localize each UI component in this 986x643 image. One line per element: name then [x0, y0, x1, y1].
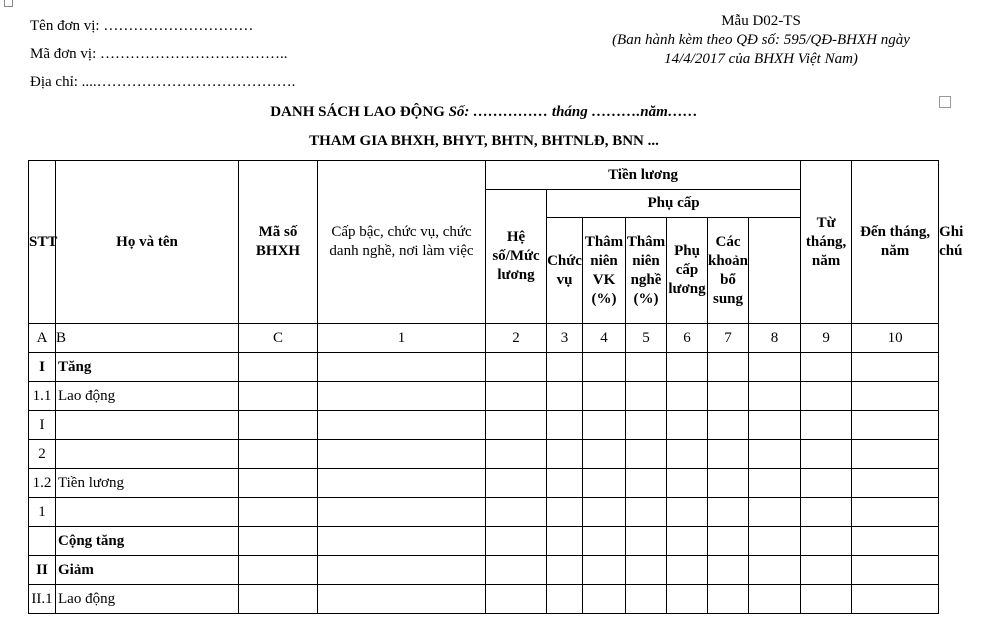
labor-list-table-container — [28, 160, 964, 643]
table-cell[interactable] — [318, 469, 486, 498]
table-cell[interactable] — [318, 382, 486, 411]
col-code-cell: C — [239, 324, 318, 353]
row-name-cell[interactable]: Cộng tăng — [56, 527, 239, 556]
form-info-block — [576, 12, 946, 69]
table-cell[interactable] — [667, 353, 708, 382]
table-cell[interactable] — [626, 527, 667, 556]
col-code-cell: 2 — [486, 324, 547, 353]
table-cell[interactable] — [583, 440, 626, 469]
header-position-text: Cấp bậc, chức vụ, chức danh nghề, nơi làm việc — [329, 224, 474, 259]
table-cell[interactable] — [239, 585, 318, 614]
header-full-name: Họ và tên — [56, 161, 239, 324]
col-code-cell: 9 — [801, 324, 852, 353]
table-cell[interactable] — [318, 585, 486, 614]
header-allowance: Phụ cấp — [547, 190, 801, 218]
table-cell[interactable] — [708, 556, 749, 585]
table-cell[interactable] — [667, 411, 708, 440]
table-cell[interactable] — [486, 498, 547, 527]
table-row — [29, 498, 939, 527]
unit-code-line: Mã đơn vị: ……………………………….. — [30, 46, 288, 62]
table-cell[interactable] — [708, 585, 749, 614]
table-cell[interactable] — [852, 585, 939, 614]
table-cell[interactable] — [486, 527, 547, 556]
table-cell[interactable] — [852, 353, 939, 382]
table-cell[interactable] — [583, 527, 626, 556]
table-cell[interactable] — [626, 585, 667, 614]
row-code-cell[interactable]: I — [29, 353, 56, 382]
row-code-cell[interactable]: II.1 — [29, 585, 56, 614]
row-name-cell[interactable]: Lao động — [56, 382, 239, 411]
table-row — [29, 382, 939, 411]
col-code-cell: 7 — [708, 324, 749, 353]
document-subtitle: THAM GIA BHXH, BHYT, BHTN, BHTNLĐ, BNN ... — [309, 133, 659, 149]
header-stt: STT — [29, 161, 56, 324]
document-title — [0, 104, 968, 121]
table-cell[interactable] — [239, 469, 318, 498]
table-cell[interactable] — [239, 411, 318, 440]
header-position-allowance: Chức vụ — [547, 218, 583, 324]
table-cell[interactable] — [667, 556, 708, 585]
table-row — [29, 440, 939, 469]
table-row — [29, 527, 939, 556]
table-cell[interactable] — [626, 498, 667, 527]
row-name-cell[interactable] — [56, 440, 239, 469]
table-cell[interactable] — [708, 440, 749, 469]
table-cell[interactable] — [852, 498, 939, 527]
col-code-cell: 6 — [667, 324, 708, 353]
table-cell[interactable] — [801, 527, 852, 556]
row-name-cell[interactable] — [56, 411, 239, 440]
table-cell[interactable] — [583, 469, 626, 498]
header-coefficient: Hệ số/Mức lương — [486, 190, 547, 324]
row-name-cell[interactable] — [56, 498, 239, 527]
table-cell[interactable] — [801, 498, 852, 527]
table-cell[interactable] — [801, 382, 852, 411]
table-cell[interactable] — [583, 353, 626, 382]
table-body — [29, 353, 939, 614]
table-cell[interactable] — [547, 585, 583, 614]
table-cell[interactable] — [801, 585, 852, 614]
column-code-row — [29, 324, 939, 353]
table-cell[interactable] — [667, 585, 708, 614]
title-number-date: Số: …………… tháng ……….năm…… — [448, 104, 698, 120]
table-cell[interactable] — [852, 469, 939, 498]
table-cell[interactable] — [239, 440, 318, 469]
table-cell[interactable] — [547, 411, 583, 440]
table-cell[interactable] — [486, 440, 547, 469]
table-cell[interactable] — [239, 353, 318, 382]
table-row — [29, 353, 939, 382]
table-cell[interactable] — [547, 527, 583, 556]
header-seniority-occupation: Thâm niên nghề (%) — [626, 218, 667, 324]
table-cell[interactable] — [626, 353, 667, 382]
unit-info-block — [30, 12, 295, 96]
table-cell[interactable] — [626, 382, 667, 411]
table-cell[interactable] — [749, 382, 801, 411]
table-cell[interactable] — [852, 527, 939, 556]
col-code-cell: 3 — [547, 324, 583, 353]
table-cell[interactable] — [318, 556, 486, 585]
row-code-cell[interactable]: I — [29, 411, 56, 440]
table-cell[interactable] — [801, 411, 852, 440]
table-row — [29, 585, 939, 614]
table-cell[interactable] — [547, 498, 583, 527]
table-cell[interactable] — [749, 353, 801, 382]
address-line: Địa chỉ: ....…………………………………. — [30, 74, 296, 90]
table-cell[interactable] — [486, 585, 547, 614]
row-code-cell[interactable]: 2 — [29, 440, 56, 469]
table-cell[interactable] — [801, 469, 852, 498]
table-cell[interactable] — [749, 527, 801, 556]
table-cell[interactable] — [547, 556, 583, 585]
form-code: Mẫu D02-TS — [721, 13, 801, 29]
table-cell[interactable] — [626, 556, 667, 585]
table-cell[interactable] — [708, 469, 749, 498]
table-cell[interactable] — [318, 527, 486, 556]
table-cell[interactable] — [852, 556, 939, 585]
table-cell[interactable] — [239, 556, 318, 585]
table-cell[interactable] — [749, 585, 801, 614]
table-cell[interactable] — [852, 411, 939, 440]
issued-decision-line1: (Ban hành kèm theo QĐ số: 595/QĐ-BHXH ngày — [612, 32, 910, 48]
table-cell[interactable] — [486, 382, 547, 411]
table-cell[interactable] — [749, 469, 801, 498]
row-name-cell[interactable]: Tăng — [56, 353, 239, 382]
table-cell[interactable] — [749, 556, 801, 585]
table-cell[interactable] — [749, 498, 801, 527]
row-code-cell[interactable] — [29, 527, 56, 556]
table-cell[interactable] — [667, 469, 708, 498]
header-position — [318, 161, 486, 324]
table-cell[interactable] — [583, 556, 626, 585]
table-cell[interactable] — [583, 411, 626, 440]
table-cell[interactable] — [708, 411, 749, 440]
title-prefix: DANH SÁCH LAO ĐỘNG — [270, 104, 449, 120]
table-cell[interactable] — [708, 527, 749, 556]
table-cell[interactable] — [626, 411, 667, 440]
page-corner-marker — [4, 0, 13, 7]
table-cell[interactable] — [547, 469, 583, 498]
table-cell[interactable] — [626, 440, 667, 469]
header-social-insurance-code: Mã số BHXH — [239, 161, 318, 324]
header-additional-items: Các khoản bổ sung — [708, 218, 749, 324]
row-code-cell[interactable]: 1 — [29, 498, 56, 527]
col-code-cell: 4 — [583, 324, 626, 353]
table-cell[interactable] — [852, 382, 939, 411]
table-cell[interactable] — [318, 440, 486, 469]
table-row — [29, 469, 939, 498]
row-name-cell[interactable]: Lao động — [56, 585, 239, 614]
table-cell[interactable] — [583, 585, 626, 614]
issued-decision-line2: 14/4/2017 của BHXH Việt Nam) — [664, 51, 858, 67]
table-cell[interactable] — [749, 440, 801, 469]
table-cell[interactable] — [239, 498, 318, 527]
table-cell[interactable] — [667, 382, 708, 411]
header-salary: Tiền lương — [486, 161, 801, 190]
table-cell[interactable] — [708, 353, 749, 382]
table-cell[interactable] — [239, 527, 318, 556]
table-cell[interactable] — [801, 556, 852, 585]
table-cell[interactable] — [547, 382, 583, 411]
header-from-month: Từ tháng, năm — [801, 161, 852, 324]
table-cell[interactable] — [318, 498, 486, 527]
table-cell[interactable] — [486, 353, 547, 382]
table-cell[interactable] — [708, 498, 749, 527]
table-cell[interactable] — [318, 411, 486, 440]
table-row — [29, 556, 939, 585]
table-cell[interactable] — [486, 556, 547, 585]
row-name-cell[interactable]: Giảm — [56, 556, 239, 585]
table-cell[interactable] — [318, 353, 486, 382]
table-cell[interactable] — [486, 411, 547, 440]
row-code-cell[interactable]: II — [29, 556, 56, 585]
checkbox-icon[interactable] — [939, 96, 951, 108]
table-cell[interactable] — [852, 440, 939, 469]
table-cell[interactable] — [667, 498, 708, 527]
table-cell[interactable] — [667, 440, 708, 469]
table-cell[interactable] — [801, 440, 852, 469]
col-code-cell: B — [56, 324, 239, 353]
table-cell[interactable] — [749, 411, 801, 440]
row-name-cell[interactable]: Tiền lương — [56, 469, 239, 498]
row-code-cell[interactable]: 1.1 — [29, 382, 56, 411]
unit-name-line: Tên đơn vị: ………………………… — [30, 18, 254, 34]
col-code-cell: 1 — [318, 324, 486, 353]
table-row — [29, 411, 939, 440]
header-seniority-vk: Thâm niên VK (%) — [583, 218, 626, 324]
table-cell[interactable] — [583, 382, 626, 411]
table-cell[interactable] — [667, 527, 708, 556]
col-code-cell: 5 — [626, 324, 667, 353]
header-salary-allowance: Phụ cấp lương — [667, 218, 708, 324]
table-cell[interactable] — [486, 469, 547, 498]
table-cell[interactable] — [801, 353, 852, 382]
header-to-month: Đến tháng, năm — [852, 161, 939, 324]
table-cell[interactable] — [239, 382, 318, 411]
row-code-cell[interactable]: 1.2 — [29, 469, 56, 498]
col-code-cell: 8 — [749, 324, 801, 353]
col-code-cell: A — [29, 324, 56, 353]
labor-list-table: STT Họ và tên Mã số BHXH Cấp bậc, chức vụ, chức danh nghề, nơi làm việc Tiền lương Từ tháng, năm Đến tháng, năm Ghi chú Hệ số/Mức lương Phụ cấp Chức vụ Thâm niên VK (%) Thâm niên nghề (%) Phụ cấp lương Các khoản bổ sung A B C 1 2 3 4 5 6 7 8 9 10 I Tăng 1.1 Lao động I 2 1.2 Tiền lương 1 Cộng tăng II Giảm II.1 Lao động — [28, 160, 939, 614]
col-code-cell: 10 — [852, 324, 939, 353]
table-cell[interactable] — [547, 440, 583, 469]
table-cell[interactable] — [583, 498, 626, 527]
table-cell[interactable] — [547, 353, 583, 382]
table-cell[interactable] — [626, 469, 667, 498]
table-cell[interactable] — [708, 382, 749, 411]
